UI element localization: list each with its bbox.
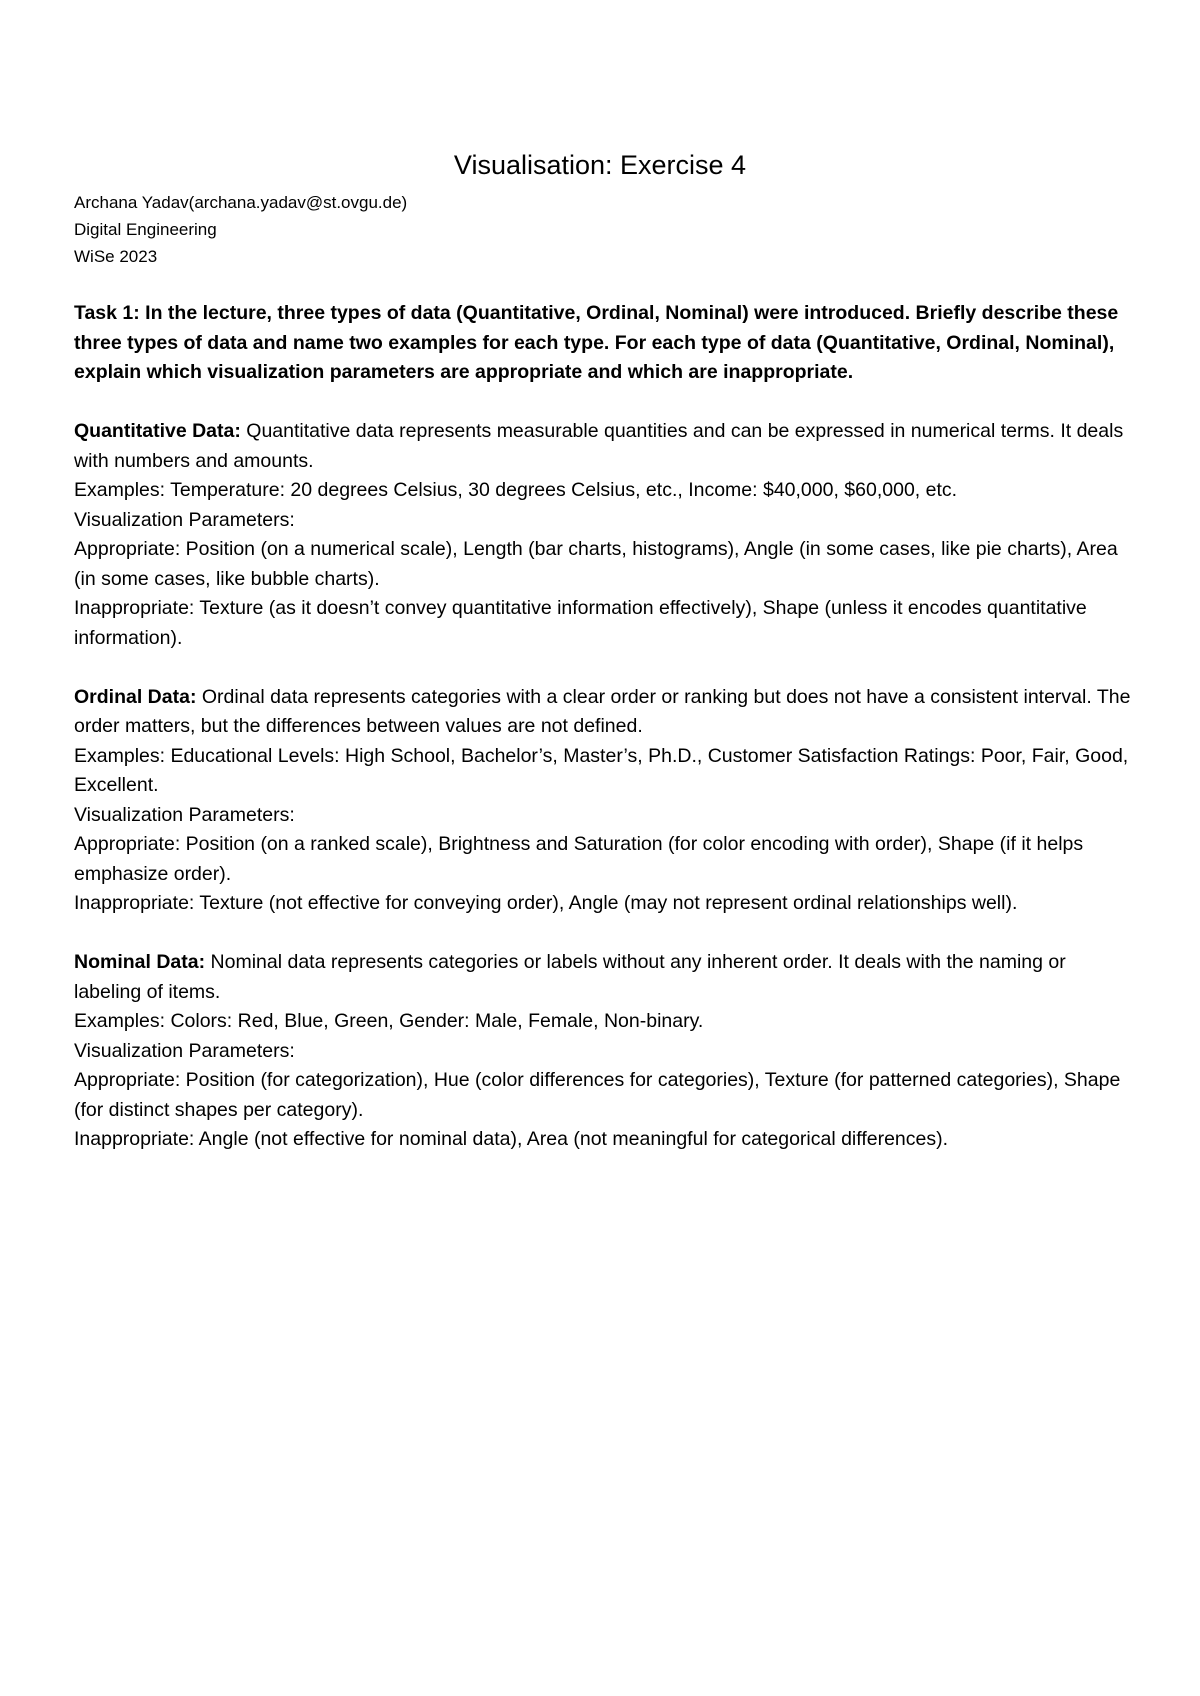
section-heading: Nominal Data: [74,951,206,973]
section-description-paragraph [74,683,1134,742]
program-name: Digital Engineering [74,220,217,239]
section-ordinal [74,683,1134,919]
section-appropriate: Appropriate: Position (for categorization), Hue (color differences for categories), Texture (for patterned categories), Shape (for distinct shapes per category). [74,1069,1121,1121]
section-description-paragraph [74,948,1134,1007]
section-description: Ordinal data represents categories with a clear order or ranking but does not have a consistent interval. The order matters, but the differences between values are not defined. [74,685,1131,737]
section-params-label: Visualization Parameters: [74,1039,295,1062]
document-title: Visualisation: Exercise 4 [453,150,747,180]
section-appropriate: Appropriate: Position (on a ranked scale), Brightness and Saturation (for color encoding with order), Shape (if it helps emphasize order). [74,833,1084,885]
section-description: Quantitative data represents measurable quantities and can be expressed in numerical terms. It deals with numbers and amounts. [74,420,1124,472]
task-statement: Task 1: In the lecture, three types of data (Quantitative, Ordinal, Nominal) were introduced. Briefly describe these three types of data and name two examples for each type. For each type of data (Quantitative, Ordinal, Nominal), explain which visualization parameters are appropriate and which are inappropriate. [74,302,1119,383]
author-name: Archana Yadav(archana.yadav@st.ovgu.de) [74,193,408,212]
section-nominal [74,948,1134,1155]
section-examples: Examples: Temperature: 20 degrees Celsius, 30 degrees Celsius, etc., Income: $40,000, $60,000, etc. [74,479,958,501]
section-inappropriate: Inappropriate: Texture (not effective for conveying order), Angle (may not represent ordinal relationships well). [74,892,1018,914]
section-params-label: Visualization Parameters: [74,508,295,531]
semester: WiSe 2023 [74,247,158,266]
section-heading: Ordinal Data: [74,685,197,708]
section-inappropriate: Inappropriate: Texture (as it doesn’t convey quantitative information effectively), Shape (unless it encodes quantitative information). [74,597,1087,649]
section-inappropriate: Inappropriate: Angle (not effective for nominal data), Area (not meaningful for categorical differences). [74,1128,949,1150]
section-appropriate: Appropriate: Position (on a numerical scale), Length (bar charts, histograms), Angle (in some cases, like pie charts), Area (in some cases, like bubble charts). [74,538,1118,590]
section-examples: Examples: Educational Levels: High School, Bachelor’s, Master’s, Ph.D., Customer Satisfaction Ratings: Poor, Fair, Good, Excellent. [74,744,1129,796]
section-params-label: Visualization Parameters: [74,803,295,826]
section-examples: Examples: Colors: Red, Blue, Green, Gender: Male, Female, Non-binary. [74,1010,704,1032]
author-block [74,189,407,270]
section-description-paragraph [74,417,1134,476]
section-quantitative [74,417,1134,653]
document-body [74,299,1134,1184]
section-description: Nominal data represents categories or labels without any inherent order. It deals with the naming or labeling of items. [74,951,1066,1003]
section-heading: Quantitative Data: [74,420,241,442]
